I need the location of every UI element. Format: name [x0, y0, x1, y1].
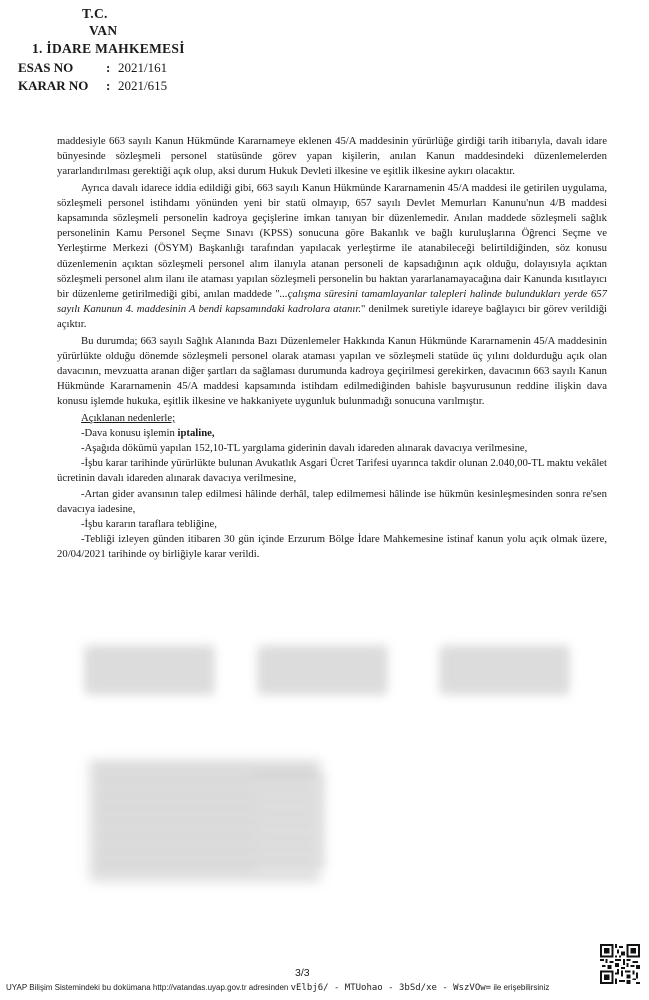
paragraph-2-quote: ...çalışma süresini tamamlayanlar talepleri halinde bulundukları yerde 657 sayılı Kanunun 4. maddesinin A bendi kapsamındaki kadrolara atanır.	[57, 288, 607, 316]
ruling-item-1	[57, 426, 607, 441]
paragraph-2-text: Ayrıca davalı idarece iddia edildiği gibi, 663 sayılı Kanun Hükmünde Kararnamenin 45/A maddesi ile getirilen uygulama, sözleşmeli personel istihdamı yönünden yeni bir statü olmayıp, 657 sayılı Devlet Memurları Kanunu'nun 4/B maddesi kapsamında sözleşmeli personelin kadroya geçişlerine imkan tanıyan bir düzenlemedir. Anılan maddede sözleşmeli sağlık personelinin Kamu Personel Seçme Sınavı (KPSS) sonucuna göre Bakanlık ve bağlı kuruluşlarına Öğrenci Seçme ve Yerleştirme Merkezi (ÖSYM) Başkanlığı tarafından yapılacak yerleştirme ile atanabileceği belirtildiğinden, söz konusu düzenlemenin açıktan sözleşmeli personel alım ilanıyla atanan personeli de kapsadığının açık olduğu, dolayısıyla açıktan sözleşmeli personel alım ilanı ile ataması yapılan sözleşmeli personelin bu haktan yararlanamayacağına dair Kanunda kısıtlayıcı bir düzenleme getirilmediği gibi, anılan maddede "	[57, 181, 607, 301]
ruling-item-6: -Tebliği izleyen günden itibaren 30 gün içinde Erzurum Bölge İdare Mahkemesine istinaf kanun yolu açık olmak üzere, 20/04/2021 tarihinde oy birliğiyle karar verildi.	[57, 533, 607, 561]
redacted-info-column	[255, 775, 325, 870]
decision-body	[57, 134, 607, 563]
footer-prefix: UYAP Bilişim Sistemindeki bu dokümana http://vatandas.uyap.gov.tr adresinden	[6, 983, 289, 992]
esas-no-label: ESAS NO	[18, 60, 74, 75]
paragraph-2	[57, 181, 607, 333]
footer-access-code: vElbj6/ - MTUohao - 3bSd/xe - WszVOw=	[290, 983, 492, 993]
redacted-signature-2	[258, 645, 388, 695]
paragraph-3: Bu durumda; 663 sayılı Sağlık Alanında Bazı Düzenlemeler Hakkında Kanun Hükmünde Kararnamenin 45/A maddesinin yürürlükte olduğu dönemde sözleşmeli personel olarak ataması yapılan ve sözleşmeli statüde üç yılını doldurduğu açık olan davacının, mevzuatta aranan diğer şartları da sağlaması durumunda kadroya geçirilmesi gerekirken, davacının 663 sayılı Kanun Hükmünde Kararnamenin 45/A maddesi kapsamında istihdam edilmediğinden bahisle başvurusunun reddine ilişkin dava konusu işlemde hukuka, eşitlik ilkesine ve hakkaniyete uygunluk bulunmadığı sonucuna varılmıştır.	[57, 334, 607, 408]
redacted-signature-3	[440, 645, 570, 695]
paragraph-1: maddesiyle 663 sayılı Kanun Hükmünde Kararnameye eklenen 45/A maddesinin yürürlüğe girdiği tarih itibarıyla, davalı idare bünyesinde sözleşmeli personel statüsünde görev yapan kişilerin, anılan Kanun maddesindeki düzenlemelerden yararlandırılması gerektiği açık olup, aksi durum Hukuk Devleti ilkesine ve eşitlik ilkesine aykırı olacaktır.	[57, 135, 607, 178]
city-title: VAN	[89, 23, 118, 38]
karar-no-separator: :	[106, 78, 111, 93]
ruling-item-1-bold: iptaline,	[177, 426, 215, 439]
ruling-item-4: -Artan gider avansının talep edilmesi hâlinde derhâl, talep edilmemesi hâlinde ise hükmün kesinleşmesinden sonra re'sen davacıya iadesine,	[57, 487, 607, 515]
ruling-item-2: -Aşağıda dökümü yapılan 152,10-TL yargılama giderinin davalı idareden alınarak davacıya verilmesine,	[81, 442, 528, 455]
court-title: 1. İDARE MAHKEMESİ	[32, 41, 185, 56]
paragraph-2-end: " denilmek suretiyle idareye bağlayıcı bir görev verildiği açıktır.	[57, 303, 608, 331]
footer-suffix: ile erişebilirsiniz	[493, 983, 550, 992]
redacted-signature-1	[85, 645, 215, 695]
karar-no-row	[18, 78, 167, 94]
esas-no-row	[18, 60, 167, 76]
ruling-item-5: -İşbu kararın taraflara tebliğine,	[81, 518, 217, 531]
reasons-heading: Açıklanan nedenlerle;	[81, 411, 176, 424]
karar-no-label: KARAR NO	[18, 78, 89, 93]
qr-code-icon	[600, 944, 640, 984]
ruling-item-1-text: -Dava konusu işlemin	[81, 426, 178, 439]
footer-access-note	[6, 983, 646, 993]
karar-no-value: 2021/615	[118, 78, 168, 93]
page-number: 3/3	[295, 967, 310, 979]
esas-no-separator: :	[106, 60, 111, 75]
tc-title: T.C.	[82, 6, 108, 21]
ruling-item-3: -İşbu karar tarihinde yürürlükte bulunan Avukatlık Asgari Ücret Tarifesi uyarınca takdir olunan 2.040,00-TL maktu vekâlet ücretinin davalı idareden alınarak davacıya verilmesine,	[57, 457, 607, 485]
esas-no-value: 2021/161	[118, 60, 168, 75]
